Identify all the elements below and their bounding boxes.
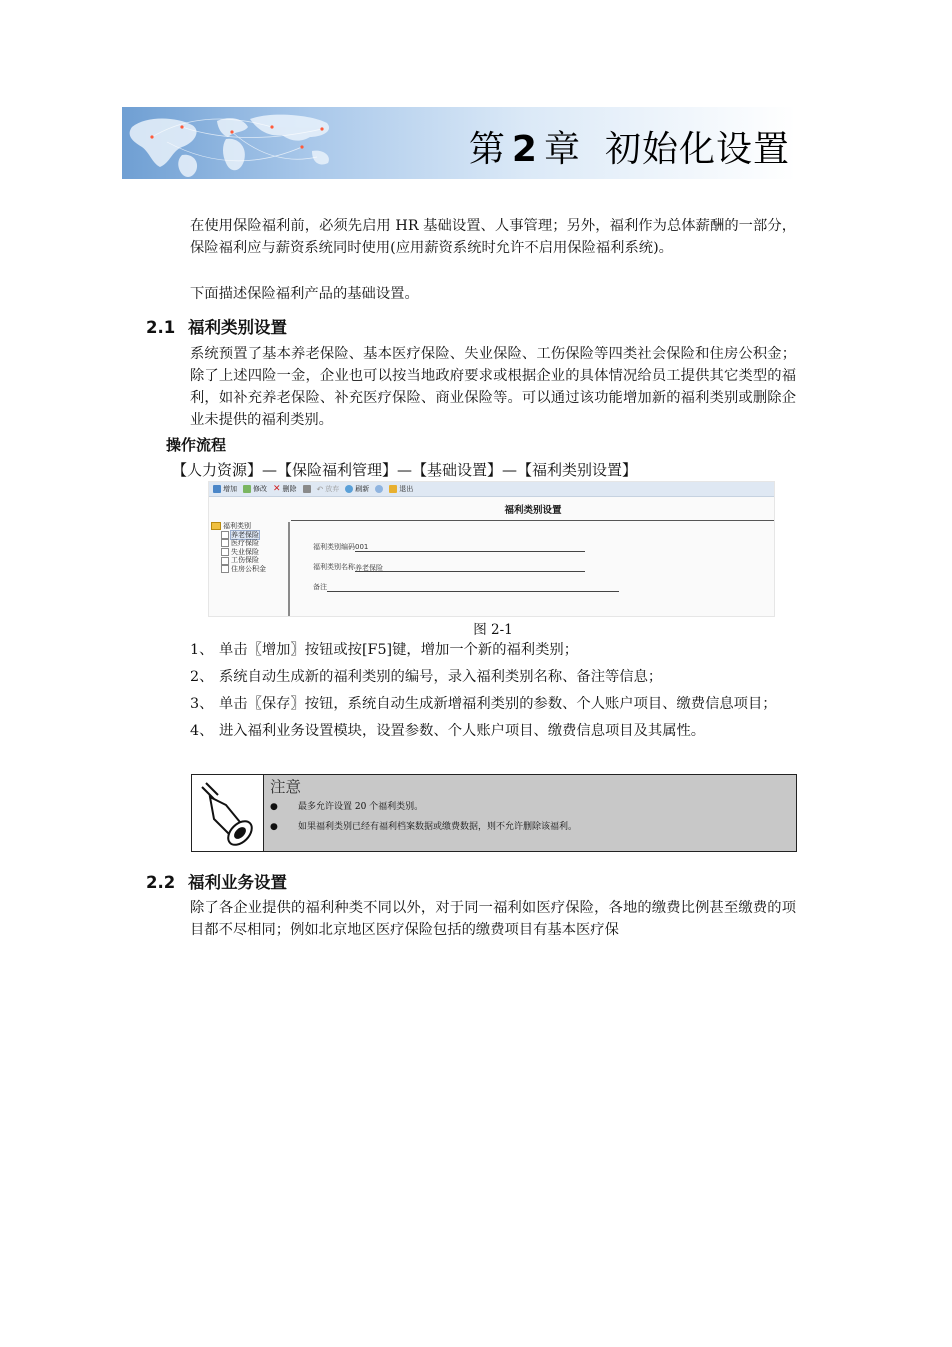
chapter-name: 初始化设置 [604,129,790,170]
toolbar-add-button[interactable] [213,484,237,494]
name-label: 福利类别名称 [313,563,355,571]
bullet-icon: ● [270,802,278,812]
file-icon [221,565,229,573]
code-field[interactable] [313,542,585,552]
toolbar-label: 增加 [223,485,237,493]
section-number: 2.2 [146,873,176,892]
toolbar-delete-button[interactable] [273,484,297,494]
procedure-heading: 操作流程 [166,436,227,454]
title-divider [291,520,774,521]
remark-label: 备注 [313,583,327,591]
section-heading-2-2 [146,869,287,893]
toolbar-label: 删除 [282,485,297,493]
list-item [190,720,796,742]
section-title: 福利业务设置 [188,873,287,892]
step-text: 单击〖保存〗按钮，系统自动生成新增福利类别的参数、个人账户项目、缴费信息项目； [219,696,777,712]
tree-item-housing-fund[interactable] [211,565,266,574]
note-item [270,817,790,837]
toolbar-edit-button[interactable] [243,484,267,494]
code-input[interactable] [355,543,585,552]
toolbar-refresh-button[interactable] [345,484,369,494]
exit-icon [389,485,397,493]
form-title: 福利类别设置 [504,505,562,516]
step-index: 1、 [190,642,214,658]
tree-item-label: 养老保险 [231,530,259,539]
step-index: 2、 [190,669,214,685]
chapter-banner [122,107,796,179]
app-screenshot [208,481,775,617]
file-icon [221,548,229,556]
name-input[interactable] [355,563,585,572]
refresh-icon [345,485,353,493]
steps-list [190,639,796,747]
code-value: 001 [355,543,369,551]
note-title: 注意 [270,778,302,796]
toolbar-save-button[interactable] [303,485,311,493]
intro-paragraph-2: 下面描述保险福利产品的基础设置。 [190,286,419,302]
menu-path: 【人力资源】—【保险福利管理】—【基础设置】—【福利类别设置】 [172,461,638,479]
toolbar-help-button[interactable] [375,485,383,493]
section-number: 2.1 [146,318,176,337]
tree-item-injury[interactable] [211,556,266,565]
toolbar [209,482,774,497]
chapter-title [469,121,790,172]
bullet-icon: ● [270,822,278,832]
tree-item-medical[interactable] [211,539,266,548]
add-icon [213,485,221,493]
bell-icon [192,775,264,851]
file-icon [221,531,229,539]
code-label: 福利类别编码 [313,543,355,551]
section-heading [146,314,287,338]
step-index: 4、 [190,723,214,739]
note-text: 如果福利类别已经有福利档案数据或缴费数据，则不允许删除该福利。 [298,822,578,832]
note-text: 最多允许设置 20 个福利类别。 [298,802,424,812]
section-body-2-2: 除了各企业提供的福利种类不同以外，对于同一福利如医疗保险，各地的缴费比例甚至缴费的项目都不尽相同；例如北京地区医疗保险包括的缴费项目有基本医疗保 [190,900,796,938]
save-icon [303,485,311,493]
file-icon [221,539,229,547]
section-title: 福利类别设置 [188,318,287,337]
note-box [191,774,797,852]
tree-item-label: 失业保险 [231,547,259,556]
tree-item-label: 住房公积金 [231,564,266,573]
chapter-suffix: 章 [543,129,581,170]
step-text: 单击〖增加〗按钮或按[F5]键，增加一个新的福利类别； [219,642,578,658]
list-item [190,666,796,688]
name-field[interactable] [313,562,585,572]
toolbar-cancel-button[interactable] [317,484,340,494]
toolbar-label: 放弃 [325,485,340,493]
tree-item-label: 医疗保险 [231,539,259,548]
toolbar-exit-button[interactable] [389,484,413,494]
section-body: 系统预置了基本养老保险、基本医疗保险、失业保险、工伤保险等四类社会保险和住房公积金；除了上述四险一金，企业也可以按当地政府要求或根据企业的具体情况给员工提供其它类型的福利，如补充养老保险、补充医疗保险、商业保险等。可以通过该功能增加新的福利类别或删除企业未提供的福利类别。 [190,346,796,428]
list-item [190,639,796,661]
remark-input[interactable] [327,583,619,592]
tree-root-label: 福利类别 [223,522,251,530]
intro-paragraph: 在使用保险福利前，必须先启用 HR 基础设置、人事管理；另外，福利作为总体薪酬的一部分，保险福利应与薪资系统同时使用(应用薪资系统时允许不启用保险福利系统)。 [190,218,796,256]
folder-icon [211,522,221,530]
figure-caption: 图 2-1 [473,622,513,638]
step-text: 进入福利业务设置模块，设置参数、个人账户项目、缴费信息项目及其属性。 [219,723,706,739]
chapter-number: 2 [511,129,538,170]
list-item [190,693,796,715]
help-icon [375,485,383,493]
remark-field[interactable] [313,582,619,592]
tree-item-pension[interactable] [211,531,266,540]
toolbar-label: 退出 [399,485,414,493]
file-icon [221,557,229,565]
category-tree [211,522,266,574]
step-index: 3、 [190,696,214,712]
pane-splitter[interactable] [288,522,290,616]
name-value: 养老保险 [355,564,383,572]
delete-icon: ✕ [273,484,281,494]
chapter-prefix: 第 [468,129,506,170]
note-item [270,797,790,817]
note-body [264,775,796,851]
tree-item-label: 工伤保险 [231,556,259,565]
step-text: 系统自动生成新的福利类别的编号，录入福利类别名称、备注等信息； [219,669,663,685]
toolbar-label: 刷新 [355,485,370,493]
tree-root[interactable] [211,522,266,531]
edit-icon [243,485,251,493]
toolbar-label: 修改 [253,485,267,493]
undo-icon: ↶ [316,484,324,494]
bell-drawing [192,775,263,851]
